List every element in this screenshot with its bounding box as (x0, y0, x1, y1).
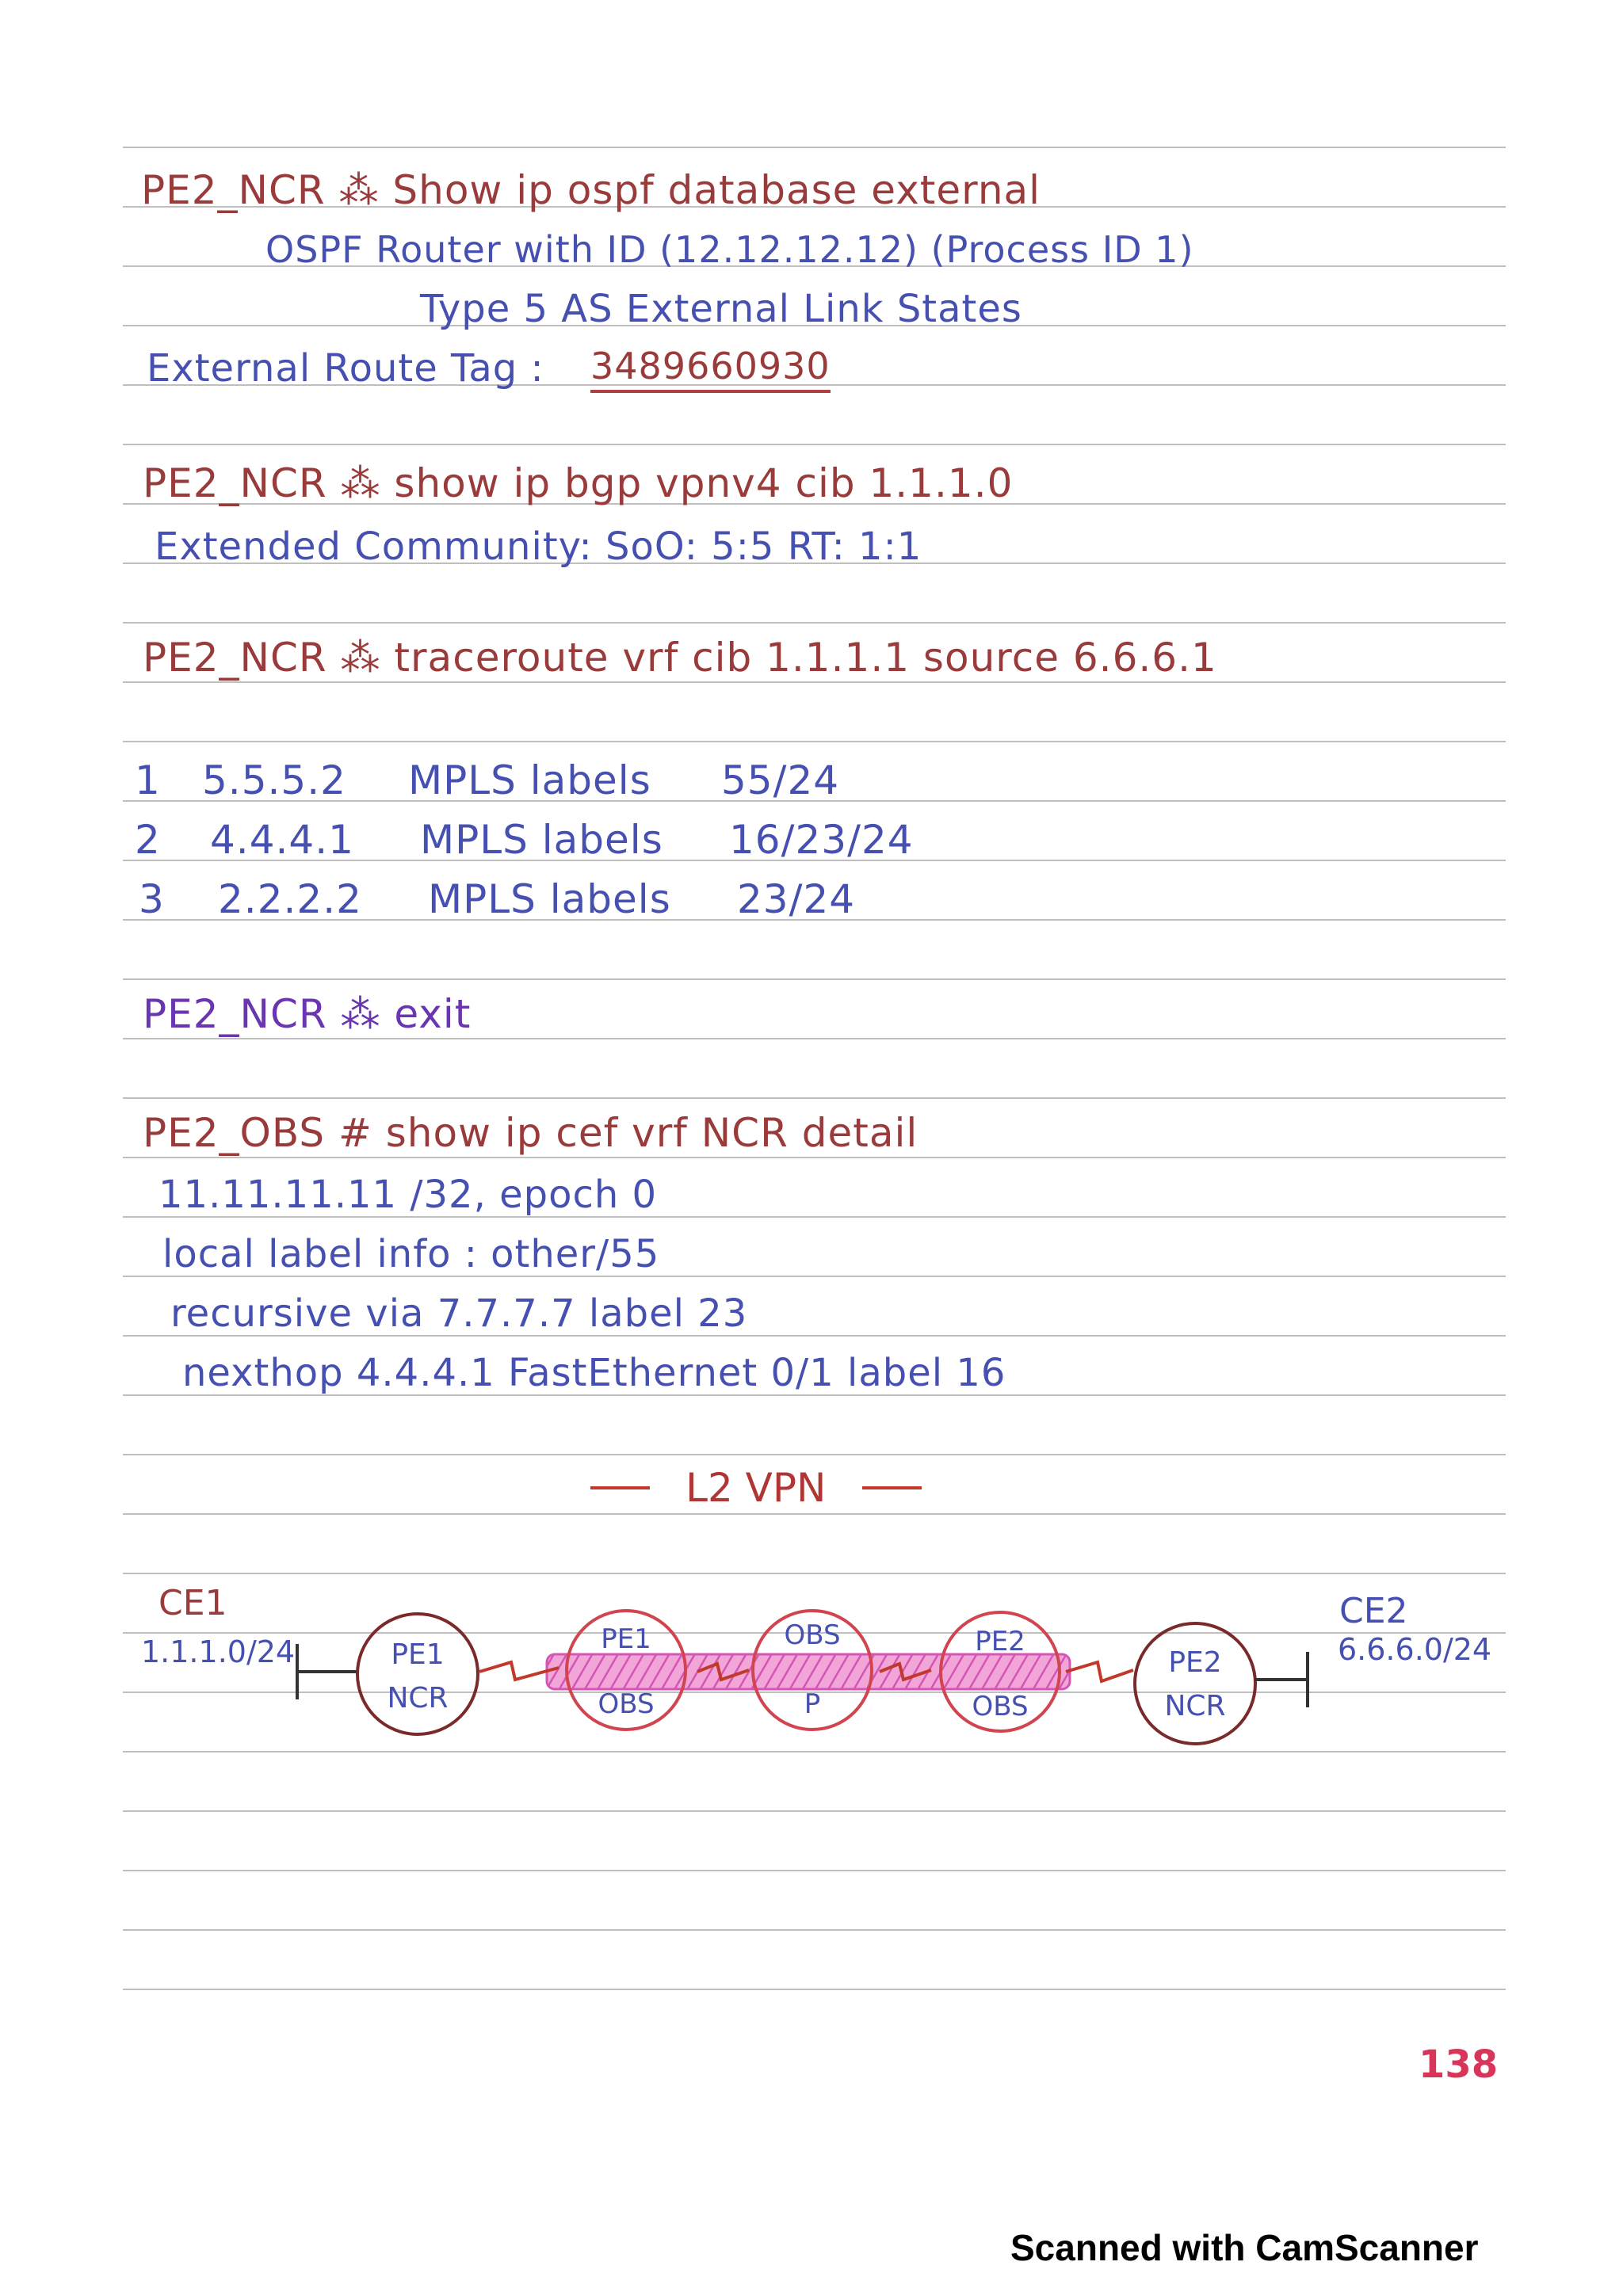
ruled-line (123, 1989, 1506, 1990)
cef-line: 11.11.11.11 /32, epoch 0 (158, 1173, 658, 1217)
section-title-text: L2 VPN (685, 1465, 827, 1511)
section-title (590, 1464, 922, 1512)
node-label-top: PE1 (391, 1638, 445, 1671)
ruled-line (123, 1454, 1506, 1455)
ruled-line (123, 1038, 1506, 1039)
node-label-top: PE2 (1168, 1646, 1222, 1679)
ce2-name: CE2 (1339, 1591, 1408, 1631)
trace-label-text: MPLS labels (408, 757, 651, 803)
command-ospf: PE2_NCR ⁂ Show ip ospf database external (141, 167, 1041, 213)
command-cef: PE2_OBS # show ip cef vrf NCR detail (143, 1110, 918, 1156)
ruled-line (123, 1513, 1506, 1515)
router-node-pe2-ncr (1135, 1623, 1255, 1744)
trace-ip: 5.5.5.2 (202, 757, 346, 803)
ruled-line (123, 1157, 1506, 1158)
router-node-pe1-ncr (357, 1614, 478, 1734)
trace-labels: 55/24 (721, 757, 840, 803)
extended-community-line: Extended Community: SoO: 5:5 RT: 1:1 (155, 524, 922, 569)
trace-hop: 2 (135, 817, 161, 863)
ruled-line (123, 681, 1506, 683)
node-label-top: PE1 (601, 1623, 651, 1655)
trace-label-text: MPLS labels (428, 876, 671, 922)
cef-line: local label info : other/55 (162, 1232, 660, 1276)
ruled-line (123, 1810, 1506, 1812)
node-label-bottom: P (804, 1688, 821, 1720)
ruled-line (123, 1870, 1506, 1871)
trace-ip: 2.2.2.2 (218, 876, 362, 922)
node-label-bottom: NCR (387, 1682, 449, 1714)
title-dash-left (590, 1486, 650, 1489)
trace-label-text: MPLS labels (420, 817, 663, 863)
node-label-top: OBS (784, 1619, 841, 1651)
node-label-top: PE2 (975, 1626, 1025, 1657)
mpls-core-tube (547, 1654, 1070, 1689)
external-route-tag-label: External Route Tag : (147, 346, 544, 391)
ruled-line (123, 741, 1506, 742)
trace-labels: 16/23/24 (729, 817, 914, 863)
ruled-line (123, 978, 1506, 980)
ce1-network: 1.1.1.0/24 (141, 1634, 296, 1669)
trace-hop: 1 (135, 757, 161, 803)
scanner-watermark: Scanned with CamScanner (1010, 2227, 1479, 2268)
ruled-line (123, 444, 1506, 445)
type5-heading: Type 5 AS External Link States (420, 287, 1022, 331)
trace-labels: 23/24 (737, 876, 856, 922)
cef-line: nexthop 4.4.4.1 FastEthernet 0/1 label 16 (182, 1351, 1006, 1395)
ruled-line (123, 622, 1506, 624)
command-traceroute: PE2_NCR ⁂ traceroute vrf cib 1.1.1.1 source 6.6.6.1 (143, 635, 1217, 681)
ruled-line (123, 1929, 1506, 1931)
cef-line: recursive via 7.7.7.7 label 23 (170, 1291, 748, 1336)
node-label-bottom: OBS (598, 1688, 655, 1720)
ruled-line (123, 1097, 1506, 1099)
ruled-line (123, 147, 1506, 148)
external-route-tag-value: 3489660930 (590, 342, 831, 393)
ce1-name: CE1 (158, 1583, 227, 1623)
command-exit: PE2_NCR ⁂ exit (143, 991, 472, 1037)
node-label-bottom: OBS (972, 1691, 1029, 1722)
serial-link (1066, 1662, 1133, 1681)
trace-hop: 3 (139, 876, 165, 922)
ce2-network: 6.6.6.0/24 (1338, 1632, 1492, 1667)
page-number: 138 (1419, 2042, 1499, 2087)
ospf-router-id-line: OSPF Router with ID (12.12.12.12) (Process ID 1) (265, 228, 1194, 271)
trace-ip: 4.4.4.1 (210, 817, 354, 863)
title-dash-right (862, 1486, 922, 1489)
command-bgp: PE2_NCR ⁂ show ip bgp vpnv4 cib 1.1.1.0 (143, 460, 1014, 506)
node-label-bottom: NCR (1164, 1690, 1226, 1722)
l2vpn-topology-diagram (0, 1569, 1623, 1775)
